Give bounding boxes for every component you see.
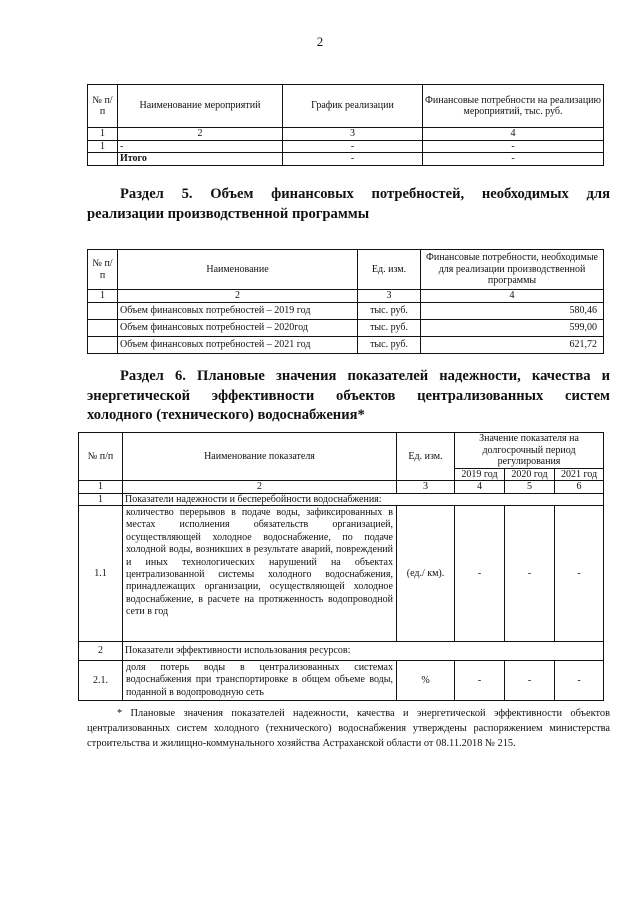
section-5-line-1: Раздел 5. Объем финансовых потребностей, необходимых для bbox=[120, 186, 610, 202]
table-index-row bbox=[88, 128, 604, 141]
row-indicator: доля потерь воды в централизованных системах водоснабжения при транспортировке в общем объеме воды, поданной в водопроводную сеть bbox=[123, 661, 397, 701]
index-cell: 4 bbox=[421, 290, 604, 303]
row-value-2019: - bbox=[455, 506, 505, 642]
row-unit: тыс. руб. bbox=[358, 319, 421, 336]
table-row bbox=[79, 506, 604, 642]
row-value: 580,46 bbox=[421, 302, 604, 319]
row-value: 621,72 bbox=[421, 336, 604, 353]
row-value-2020: - bbox=[505, 661, 555, 701]
index-cell: 4 bbox=[455, 481, 505, 494]
table-row bbox=[88, 336, 604, 353]
row-schedule: - bbox=[283, 140, 423, 153]
col-header-finance: Финансовые потребности на реализацию мероприятий, тыс. руб. bbox=[423, 85, 604, 128]
row-name: Объем финансовых потребностей – 2020год bbox=[118, 319, 358, 336]
table-index-row bbox=[88, 290, 604, 303]
row-unit: (ед./ км). bbox=[397, 506, 455, 642]
index-cell: 1 bbox=[79, 481, 123, 494]
row-value-2019: - bbox=[455, 661, 505, 701]
row-num: 1 bbox=[88, 140, 118, 153]
row-unit: тыс. руб. bbox=[358, 336, 421, 353]
total-label: Итого bbox=[118, 153, 283, 166]
row-value-2021: - bbox=[555, 506, 604, 642]
group-label: Показатели надежности и бесперебойности водоснабжения: bbox=[123, 493, 604, 506]
row-name: Объем финансовых потребностей – 2019 год bbox=[118, 302, 358, 319]
col-header-year: 2019 год bbox=[455, 468, 505, 481]
row-num bbox=[88, 302, 118, 319]
col-header-unit: Ед. изм. bbox=[358, 250, 421, 290]
total-num bbox=[88, 153, 118, 166]
row-value-2021: - bbox=[555, 661, 604, 701]
index-cell: 1 bbox=[88, 290, 118, 303]
row-num bbox=[88, 336, 118, 353]
index-cell: 5 bbox=[505, 481, 555, 494]
col-header-num: № п/п bbox=[88, 250, 118, 290]
section-6-line-3: холодного (технического) водоснабжения* bbox=[87, 407, 365, 423]
table-header-row bbox=[88, 250, 604, 290]
row-num: 1.1 bbox=[79, 506, 123, 642]
index-cell: 2 bbox=[123, 481, 397, 494]
section-5-line-2: реализации производственной программы bbox=[87, 205, 370, 222]
col-header-year: 2021 год bbox=[555, 468, 604, 481]
group-label: Показатели эффективности использования ресурсов: bbox=[123, 642, 604, 661]
table-row bbox=[79, 661, 604, 701]
index-cell: 6 bbox=[555, 481, 604, 494]
indicators-table bbox=[78, 432, 604, 701]
footnote-text: * Плановые значения показателей надежности, качества и энергетической эффективности объектов централизованных систем холодного (технического) водоснабжения утверждены распоряжением министерства строительства и жилищно-коммунального хозяйства Астраханской области от 08.11.2018 № 215. bbox=[87, 708, 610, 749]
index-cell: 3 bbox=[397, 481, 455, 494]
col-header-finance: Финансовые потребности, необходимые для реализации производственной программы bbox=[421, 250, 604, 290]
group-num: 1 bbox=[79, 493, 123, 506]
page-number: 2 bbox=[316, 34, 324, 49]
row-activity: - bbox=[118, 140, 283, 153]
row-value-2020: - bbox=[505, 506, 555, 642]
table-header-row bbox=[88, 85, 604, 128]
index-cell: 2 bbox=[118, 290, 358, 303]
col-header-name: Наименование bbox=[118, 250, 358, 290]
row-unit: тыс. руб. bbox=[358, 302, 421, 319]
col-header-schedule: График реализации bbox=[283, 85, 423, 128]
section-5-heading bbox=[87, 185, 610, 224]
table-index-row bbox=[79, 481, 604, 494]
index-cell: 3 bbox=[283, 128, 423, 141]
index-cell: 1 bbox=[88, 128, 118, 141]
table-row bbox=[88, 140, 604, 153]
col-header-indicator: Наименование показателя bbox=[123, 433, 397, 481]
index-cell: 3 bbox=[358, 290, 421, 303]
total-row bbox=[88, 153, 604, 166]
total-value: - bbox=[423, 153, 604, 166]
section-6-heading bbox=[87, 367, 610, 426]
group-row bbox=[79, 493, 604, 506]
col-header-year: 2020 год bbox=[505, 468, 555, 481]
col-header-period: Значение показателя на долгосрочный период регулирования bbox=[455, 433, 604, 469]
row-unit: % bbox=[397, 661, 455, 701]
row-indicator: количество перерывов в подаче воды, зафиксированных в местах исполнения обязательств организацией, осуществляющей холодное водоснабжение, по подаче холодной воды, возникших в результате аварий, повреждений и иных технологических нарушений на объектах централизованной системы холодного водоснабжения, принадлежащих организации, осуществляющей холодное водоснабжение, в расчете на протяженность водопроводной сети в год bbox=[123, 506, 397, 642]
footnote bbox=[87, 706, 610, 751]
col-header-num: № п/п bbox=[88, 85, 118, 128]
table-header-row bbox=[79, 433, 604, 469]
col-header-activity: Наименование мероприятий bbox=[118, 85, 283, 128]
col-header-unit: Ед. изм. bbox=[397, 433, 455, 481]
index-cell: 2 bbox=[118, 128, 283, 141]
activities-table bbox=[87, 84, 604, 166]
col-header-num: № п/п bbox=[79, 433, 123, 481]
row-value: 599,00 bbox=[421, 319, 604, 336]
row-num: 2.1. bbox=[79, 661, 123, 701]
financial-needs-table bbox=[87, 249, 604, 354]
group-row bbox=[79, 642, 604, 661]
table-row bbox=[88, 319, 604, 336]
index-cell: 4 bbox=[423, 128, 604, 141]
total-schedule: - bbox=[283, 153, 423, 166]
group-num: 2 bbox=[79, 642, 123, 661]
row-num bbox=[88, 319, 118, 336]
section-6-line-2: энергетической эффективности объектов централизованных систем bbox=[87, 387, 610, 404]
row-finance: - bbox=[423, 140, 604, 153]
row-name: Объем финансовых потребностей – 2021 год bbox=[118, 336, 358, 353]
table-row bbox=[88, 302, 604, 319]
section-6-line-1: Раздел 6. Плановые значения показателей надежности, качества и bbox=[120, 368, 610, 384]
